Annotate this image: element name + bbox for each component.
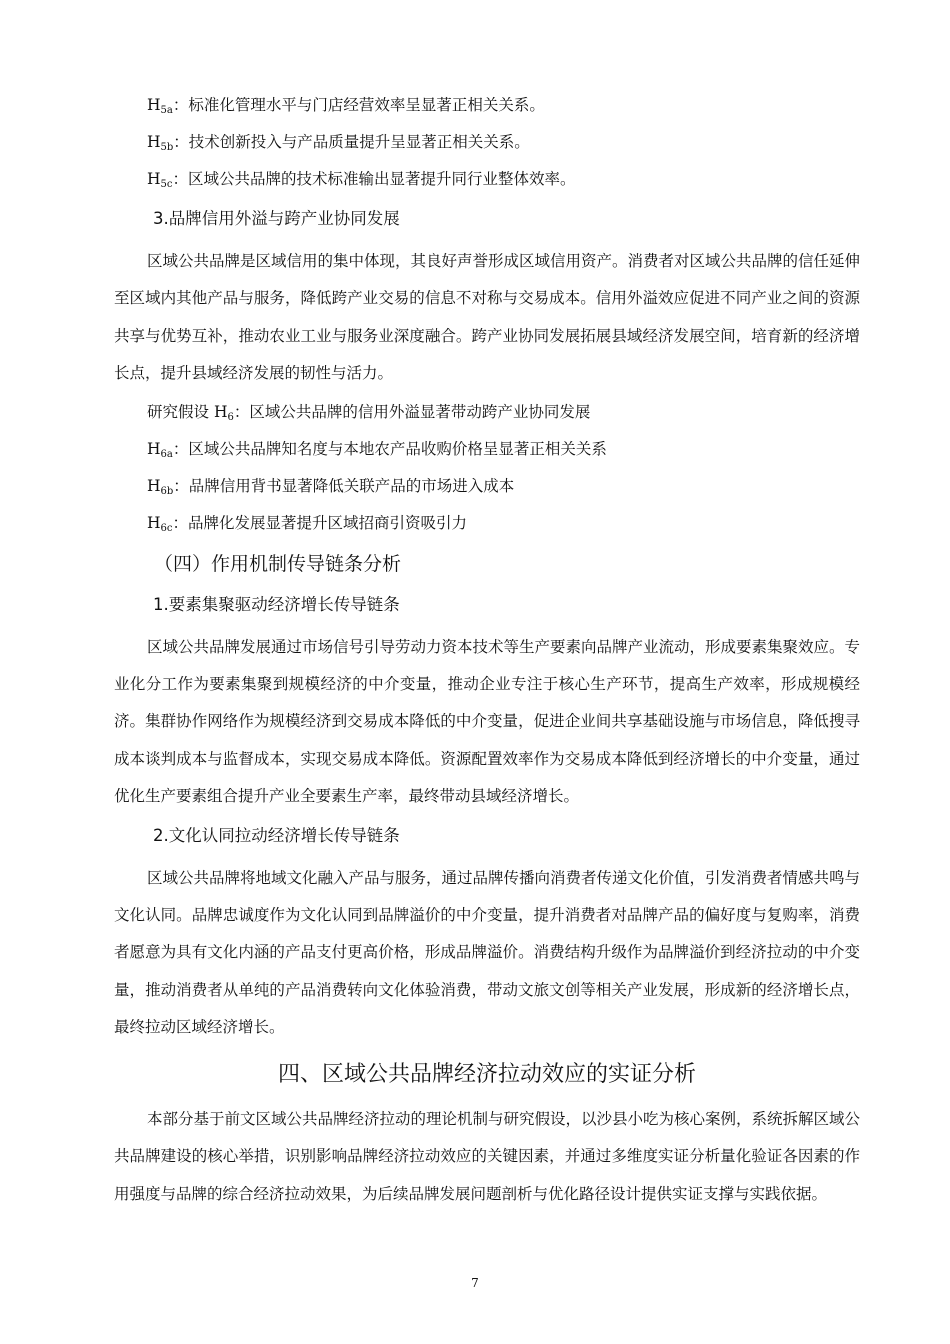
hypothesis-text: ：区域公共品牌的技术标准输出显著提升同行业整体效率。: [172, 170, 576, 188]
hypothesis-lead: 研究假设: [147, 402, 214, 421]
hypothesis-subscript: 5b: [160, 142, 174, 153]
hypothesis-subscript: 5c: [160, 179, 173, 190]
chapter-4-heading: 四、区域公共品牌经济拉动效应的实证分析: [277, 1061, 696, 1087]
hypothesis-text: ：区域公共品牌的信用外溢显著带动跨产业协同发展: [233, 402, 591, 421]
hypothesis-h6a: [114, 438, 860, 460]
hypothesis-text: ：标准化管理水平与门店经营效率呈显著正相关关系。: [172, 96, 545, 114]
hypothesis-prefix: H: [147, 133, 161, 151]
section-3-paragraph: 区域公共品牌是区域信用的集中体现，其良好声誉形成区域信用资产。消费者对区域公共品牌的信任延伸至区域内其他产品与服务，降低跨产业交易的信息不对称与交易成本。信用外溢效应促进不同产业之间的资源共享与优势互补，推动农业工业与服务业深度融合。跨产业协同发展拓展县域经济发展空间，培育新的经济增长点，提升县域经济发展的韧性与活力。: [114, 252, 861, 383]
hypothesis-prefix: H: [147, 96, 161, 114]
subsection-2-heading: 2.文化认同拉动经济增长传导链条: [153, 825, 400, 845]
hypothesis-prefix: H: [147, 476, 161, 495]
hypothesis-text: ：技术创新投入与产品质量提升呈显著正相关关系。: [173, 133, 530, 151]
hypothesis-subscript: 5a: [160, 105, 173, 116]
hypothesis-h5c: [114, 168, 860, 190]
subsection-2-paragraph: 区域公共品牌将地域文化融入产品与服务，通过品牌传播向消费者传递文化价值，引发消费者情感共鸣与文化认同。品牌忠诚度作为文化认同到品牌溢价的中介变量，提升消费者对品牌产品的偏好度与复购率，消费者愿意为具有文化内涵的产品支付更高价格，形成品牌溢价。消费结构升级作为品牌溢价到经济拉动的中介变量，推动消费者从单纯的产品消费转向文化体验消费，带动文旅文创等相关产业发展，形成新的经济增长点，最终拉动区域经济增长。: [114, 868, 861, 1037]
hypothesis-h6c: [114, 512, 860, 534]
hypothesis-h6b: [114, 475, 860, 497]
section-3-heading: 3.品牌信用外溢与跨产业协同发展: [153, 209, 400, 228]
hypothesis-h5b: [114, 131, 860, 153]
page-content: [114, 94, 860, 1213]
chapter-4-paragraph: 本部分基于前文区域公共品牌经济拉动的理论机制与研究假设，以沙县小吃为核心案例，系统拆解区域公共品牌建设的核心举措，识别影响品牌经济拉动效应的关键因素，并通过多维度实证分析量化验证各因素的作用强度与品牌的综合经济拉动效果，为后续品牌发展问题剖析与优化路径设计提供实证支撑与实践依据。: [114, 1109, 861, 1203]
page-number: 7: [471, 1276, 479, 1290]
hypothesis-text: ：品牌信用背书显著降低关联产品的市场进入成本: [173, 476, 515, 495]
section-4-heading: （四）作用机制传导链条分析: [154, 552, 402, 575]
hypothesis-subscript: 6: [227, 411, 234, 423]
hypothesis-text: ：区域公共品牌知名度与本地农产品收购价格呈显著正相关关系: [172, 439, 607, 458]
hypothesis-h5a: [114, 94, 860, 116]
hypothesis-prefix: H: [147, 439, 161, 458]
hypothesis-subscript: 6a: [160, 448, 173, 460]
hypothesis-prefix: H: [147, 170, 161, 188]
subsection-1-heading: 1.要素集聚驱动经济增长传导链条: [153, 594, 400, 614]
hypothesis-subscript: 6c: [160, 522, 173, 534]
hypothesis-h6: [114, 401, 860, 423]
hypothesis-prefix: H: [147, 513, 161, 532]
hypothesis-subscript: 6b: [160, 485, 174, 497]
hypothesis-prefix: H: [213, 402, 228, 421]
hypothesis-text: ：品牌化发展显著提升区域招商引资吸引力: [172, 513, 468, 532]
subsection-1-paragraph: 区域公共品牌发展通过市场信号引导劳动力资本技术等生产要素向品牌产业流动，形成要素集聚效应。专业化分工作为要素集聚到规模经济的中介变量，推动企业专注于核心生产环节，提高生产效率，形成规模经济。集群协作网络作为规模经济到交易成本降低的中介变量，促进企业间共享基础设施与市场信息，降低搜寻成本谈判成本与监督成本，实现交易成本降低。资源配置效率作为交易成本降低到经济增长的中介变量，通过优化生产要素组合提升产业全要素生产率，最终带动县域经济增长。: [114, 637, 861, 806]
